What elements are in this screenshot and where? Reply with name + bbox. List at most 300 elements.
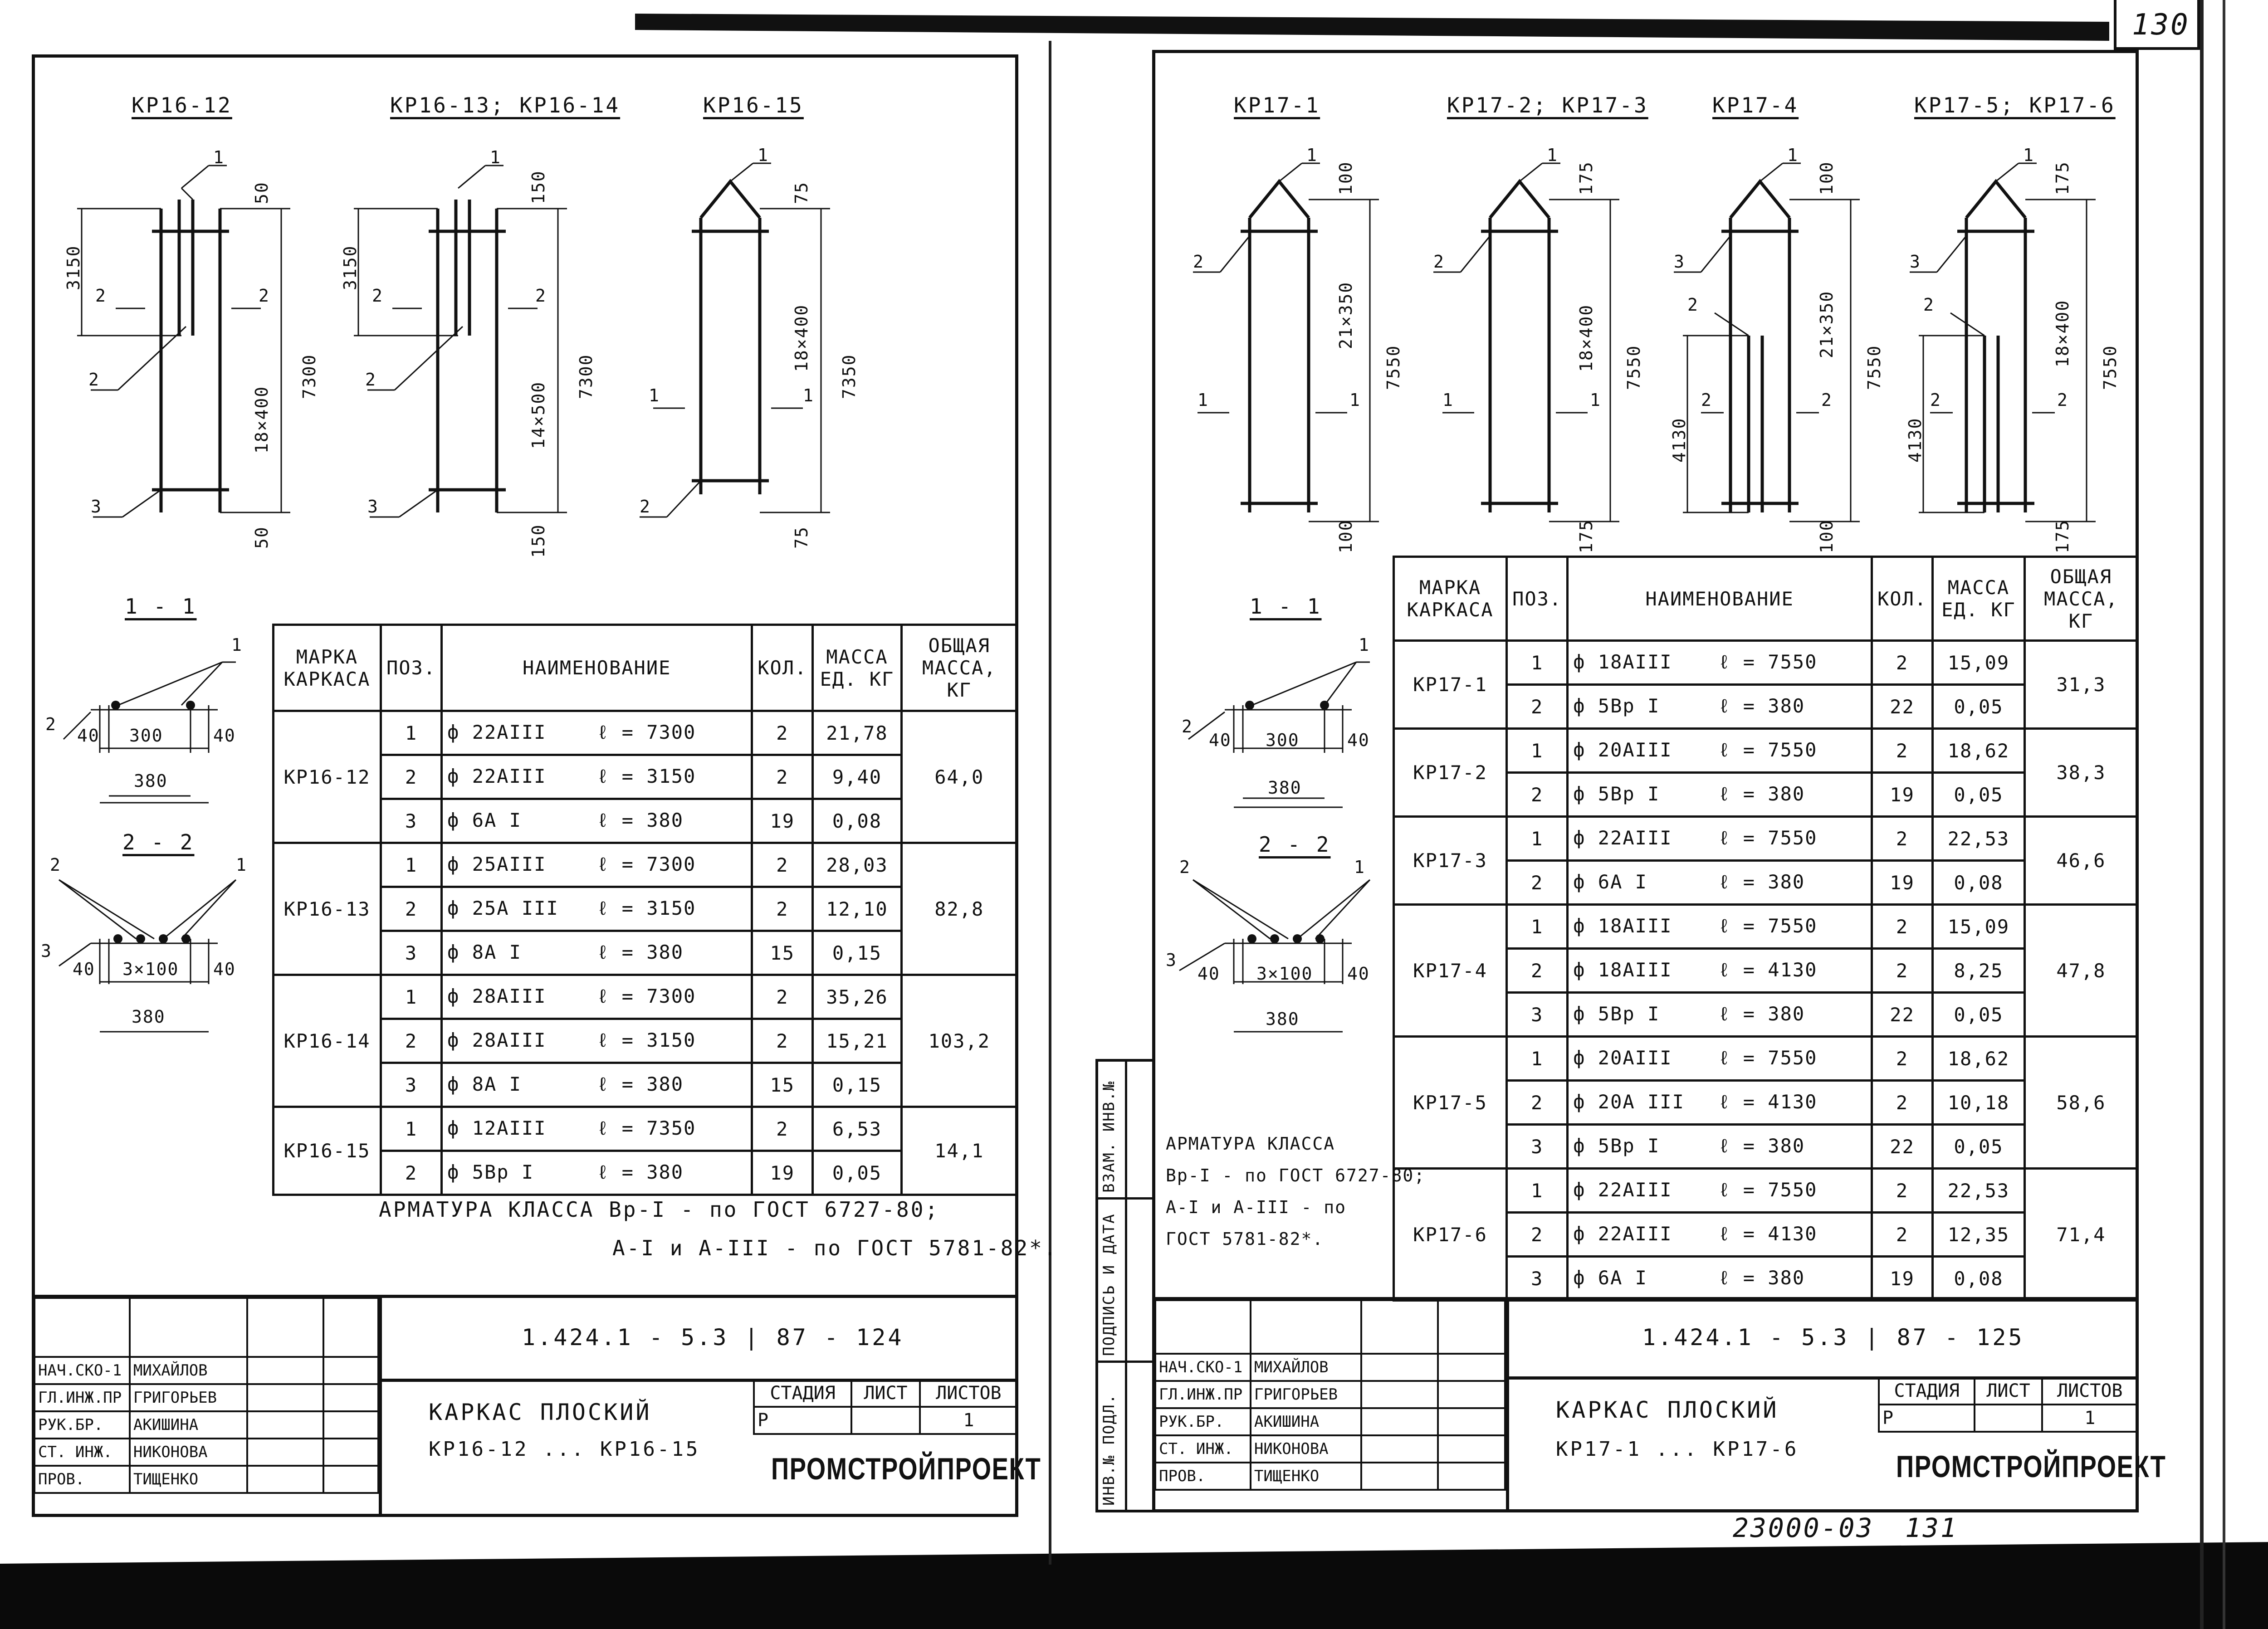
row-name — [1568, 641, 1872, 685]
row-rebar: ф 5Вр I — [1573, 1003, 1660, 1025]
row-length: ℓ = 4130 — [1718, 1223, 1818, 1245]
row-pos: 1 — [1507, 905, 1568, 949]
row-name — [442, 755, 752, 799]
left-sec2-d3x100: 3×100 — [122, 959, 179, 979]
r-sec2-d40b: 40 — [1347, 964, 1370, 984]
row-mass: 15,09 — [1933, 641, 2025, 685]
row-qty: 2 — [1872, 817, 1933, 861]
r-section-mark-2a: 2 — [1701, 390, 1712, 410]
row-name — [442, 975, 752, 1019]
row-rebar: ф 5Вр I — [447, 1161, 534, 1183]
left-spec-table — [272, 624, 1018, 1196]
row-pos: 1 — [1507, 729, 1568, 773]
row-length: ℓ = 4130 — [1718, 959, 1818, 981]
row-mass: 0,05 — [1933, 993, 2025, 1037]
row-qty: 2 — [752, 975, 813, 1019]
right-title-kr17-4: КР17-4 — [1712, 93, 1799, 117]
right-side-stamp-rule-2 — [1095, 1361, 1154, 1363]
row-length: ℓ = 3150 — [597, 897, 696, 919]
left-staff-role: НАЧ.СКО-1 — [34, 1357, 130, 1384]
left-sec2-d380: 380 — [132, 1007, 166, 1027]
stage-header: СТАДИЯ — [1879, 1377, 1975, 1405]
stage-value: Р — [754, 1407, 851, 1434]
dim-150-top: 150 — [528, 170, 548, 204]
left-mark: КР16-14 — [274, 975, 381, 1107]
row-qty: 15 — [752, 1063, 813, 1107]
r-sec1-d40a: 40 — [1209, 730, 1232, 750]
row-name — [442, 887, 752, 931]
right-staff-name: МИХАЙЛОВ — [1251, 1354, 1361, 1381]
scan-shadow-top — [635, 14, 2109, 41]
left-sec1-d40a: 40 — [77, 726, 100, 746]
row-rebar: ф 12АIII — [447, 1117, 547, 1139]
table-row — [274, 1107, 1017, 1151]
right-staff-role: СТ. ИНЖ. — [1155, 1435, 1251, 1463]
r-dim-175-top-b: 175 — [1576, 161, 1596, 195]
left-stage-table — [753, 1379, 1018, 1435]
scan-edge-right — [2200, 0, 2204, 1629]
r-dim-175-bot-d: 175 — [2053, 519, 2072, 553]
row-mass: 0,08 — [1933, 1257, 2025, 1301]
row-qty: 15 — [752, 931, 813, 975]
row-qty: 2 — [752, 755, 813, 799]
right-staff-role: ГЛ.ИНЖ.ПР — [1155, 1381, 1251, 1408]
row-rebar: ф 22АIII — [447, 765, 547, 787]
row-length: ℓ = 7300 — [597, 853, 696, 875]
left-total: 82,8 — [901, 843, 1017, 975]
row-mass: 0,05 — [1933, 773, 2025, 817]
signature — [1361, 1408, 1437, 1435]
left-tb-title1: КАРКАС ПЛОСКИЙ — [429, 1399, 652, 1425]
row-length: ℓ = 7550 — [1718, 651, 1818, 673]
row-mass: 12,10 — [813, 887, 901, 931]
right-note-line2: Вр-I - по ГОСТ 6727-80; — [1166, 1166, 1426, 1185]
row-length: ℓ = 380 — [597, 1073, 684, 1095]
left-th-total: ОБЩАЯ МАССА, КГ — [901, 625, 1017, 711]
row-qty: 2 — [1872, 905, 1933, 949]
row-mass: 22,53 — [1933, 1169, 2025, 1213]
left-staff-name: МИХАЙЛОВ — [130, 1357, 247, 1384]
left-note-line2: А-I и А-III - по ГОСТ 5781-82*. — [612, 1236, 1058, 1260]
left-sec2-callout-1: 1 — [236, 855, 247, 875]
left-staff-role: СТ. ИНЖ. — [34, 1439, 130, 1466]
left-mark: КР16-13 — [274, 843, 381, 975]
row-name — [1568, 817, 1872, 861]
row-pos: 1 — [381, 843, 441, 887]
left-section-mark-2b: 2 — [259, 286, 270, 306]
row-pos: 2 — [1507, 1213, 1568, 1257]
row-name — [1568, 861, 1872, 905]
dim-7300-b: 7300 — [576, 354, 596, 399]
r-dim-7550-d: 7550 — [2100, 345, 2120, 390]
row-mass: 0,05 — [813, 1151, 901, 1195]
row-rebar: ф 20АIII — [1573, 1047, 1672, 1069]
dim-150-bottom: 150 — [528, 524, 548, 558]
row-length: ℓ = 3150 — [597, 765, 696, 787]
right-section-2-2-title: 2 - 2 — [1259, 832, 1331, 857]
row-pos: 3 — [1507, 1257, 1568, 1301]
right-total: 47,8 — [2024, 905, 2137, 1037]
row-qty: 2 — [1872, 1081, 1933, 1125]
left-title-kr16-13-14: КР16-13; КР16-14 — [390, 93, 621, 117]
sheets-header: ЛИСТОВ — [920, 1380, 1017, 1407]
table-row — [274, 711, 1017, 755]
row-mass: 0,08 — [813, 799, 901, 843]
row-mass: 22,53 — [1933, 817, 2025, 861]
row-name — [1568, 1081, 1872, 1125]
row-pos: 2 — [1507, 773, 1568, 817]
signature — [1361, 1381, 1437, 1408]
row-length: ℓ = 7550 — [1718, 827, 1818, 849]
row-pos: 2 — [381, 1151, 441, 1195]
row-qty: 22 — [1872, 1125, 1933, 1169]
row-name — [1568, 1125, 1872, 1169]
left-th-qty: КОЛ. — [752, 625, 813, 711]
r-sec2-d3x100: 3×100 — [1256, 964, 1313, 984]
row-rebar: ф 25АIII — [447, 853, 547, 875]
row-name — [1568, 773, 1872, 817]
row-length: ℓ = 380 — [1718, 1267, 1805, 1289]
left-staff-name: ГРИГОРЬЕВ — [130, 1384, 247, 1411]
right-section-1-1-title: 1 - 1 — [1250, 594, 1322, 619]
right-th-pos: ПОЗ. — [1507, 557, 1568, 641]
row-length: ℓ = 380 — [1718, 1003, 1805, 1025]
right-title-kr17-5-6: КР17-5; КР17-6 — [1914, 93, 2116, 117]
row-mass: 6,53 — [813, 1107, 901, 1151]
r-sec1-d40b: 40 — [1347, 730, 1370, 750]
r-callout-1-b: 1 — [1547, 145, 1558, 165]
r-dim-175-bot-b: 175 — [1576, 519, 1596, 553]
row-pos: 1 — [381, 975, 441, 1019]
left-org-name: ПРОМСТРОЙПРОЕКТ — [771, 1452, 1041, 1486]
row-rebar: ф 18АIII — [1573, 915, 1672, 937]
row-name — [1568, 1169, 1872, 1213]
row-rebar: ф 28АIII — [447, 985, 547, 1007]
right-mark: КР17-1 — [1394, 641, 1507, 729]
left-sec1-d380: 380 — [134, 771, 168, 791]
row-mass: 21,78 — [813, 711, 901, 755]
row-length: ℓ = 380 — [597, 1161, 684, 1183]
row-name — [1568, 949, 1872, 993]
row-name — [1568, 993, 1872, 1037]
signature — [247, 1466, 323, 1493]
r-dim-4130-d: 4130 — [1905, 417, 1925, 463]
signature — [1361, 1463, 1437, 1490]
row-length: ℓ = 380 — [597, 941, 684, 963]
r-dim-100-top-a: 100 — [1336, 161, 1356, 195]
right-tb-code: 1.424.1 - 5.3 | 87 - 125 — [1642, 1324, 2024, 1351]
right-note-line1: АРМАТУРА КЛАССА — [1166, 1134, 1335, 1154]
right-total: 38,3 — [2024, 729, 2137, 817]
row-length: ℓ = 7550 — [1718, 739, 1818, 761]
row-pos: 3 — [381, 799, 441, 843]
right-th-name: НАИМЕНОВАНИЕ — [1568, 557, 1872, 641]
right-org-name: ПРОМСТРОЙПРОЕКТ — [1896, 1449, 2166, 1484]
r-dim-100-top-c: 100 — [1817, 161, 1837, 195]
row-mass: 18,62 — [1933, 729, 2025, 773]
dim-75-bottom: 75 — [792, 526, 811, 549]
r-sec2-callout-1: 1 — [1354, 857, 1365, 877]
row-length: ℓ = 4130 — [1718, 1091, 1818, 1113]
left-sec2-callout-3: 3 — [41, 941, 52, 961]
row-length: ℓ = 380 — [1718, 695, 1805, 717]
right-staff-name: ТИЩЕНКО — [1251, 1463, 1361, 1490]
row-rebar: ф 6А I — [1573, 871, 1647, 893]
right-tb-title1: КАРКАС ПЛОСКИЙ — [1556, 1397, 1779, 1423]
table-row — [1394, 641, 2138, 685]
row-name — [442, 1107, 752, 1151]
r-dim-100-bot-a: 100 — [1336, 519, 1356, 553]
stage-header: СТАДИЯ — [754, 1380, 851, 1407]
bottom-code: 23000-03 — [1733, 1512, 1874, 1543]
left-sec1-d40b: 40 — [213, 726, 236, 746]
row-qty: 2 — [752, 887, 813, 931]
left-tb-title2: КР16-12 ... КР16-15 — [429, 1438, 700, 1461]
row-qty: 2 — [752, 843, 813, 887]
dim-18x400-b: 18×400 — [792, 304, 811, 372]
right-mark: КР17-5 — [1394, 1037, 1507, 1169]
right-mark: КР17-6 — [1394, 1169, 1507, 1301]
row-name — [1568, 905, 1872, 949]
r-section-mark-2b: 2 — [1821, 390, 1833, 410]
scan-shadow-bottom — [0, 1542, 2268, 1629]
r-sec2-d40a: 40 — [1198, 964, 1220, 984]
row-mass: 9,40 — [813, 755, 901, 799]
r-sec2-callout-3: 3 — [1166, 950, 1177, 970]
row-name — [1568, 1257, 1872, 1301]
left-mark: КР16-15 — [274, 1107, 381, 1195]
row-name — [442, 931, 752, 975]
table-row — [274, 843, 1017, 887]
right-side-stamp-rule-1 — [1095, 1197, 1154, 1200]
row-qty: 2 — [1872, 1213, 1933, 1257]
left-sec2-d40a: 40 — [73, 959, 95, 979]
row-rebar: ф 6А I — [447, 809, 522, 831]
row-name — [442, 1151, 752, 1195]
row-qty: 2 — [1872, 1169, 1933, 1213]
right-mark: КР17-2 — [1394, 729, 1507, 817]
row-mass: 35,26 — [813, 975, 901, 1019]
left-sec2-callout-2: 2 — [50, 855, 61, 875]
row-qty: 2 — [752, 1107, 813, 1151]
r-dim-18x400-b: 18×400 — [1576, 304, 1596, 372]
row-mass: 15,09 — [1933, 905, 2025, 949]
row-qty: 2 — [1872, 641, 1933, 685]
right-tb-title2: КР17-1 ... КР17-6 — [1556, 1438, 1799, 1461]
row-length: ℓ = 7350 — [597, 1117, 696, 1139]
signature — [1361, 1435, 1437, 1463]
left-callout-1-c: 1 — [758, 145, 769, 165]
signature — [247, 1357, 323, 1384]
row-name — [1568, 685, 1872, 729]
row-length: ℓ = 380 — [1718, 783, 1805, 805]
right-th-total: ОБЩАЯ МАССА, КГ — [2024, 557, 2137, 641]
dim-50-top: 50 — [252, 181, 272, 204]
row-qty: 19 — [1872, 861, 1933, 905]
left-sec1-callout-2: 2 — [45, 714, 57, 734]
left-sec1-callout-1: 1 — [231, 635, 243, 655]
side-stamp-signature: ПОДПИСЬ И ДАТА — [1100, 1213, 1118, 1356]
signature — [247, 1411, 323, 1439]
row-length: ℓ = 7550 — [1718, 1179, 1818, 1201]
left-callout-1-a: 1 — [213, 147, 225, 167]
corner-page-number: 130 — [2132, 8, 2190, 42]
right-staff-role: РУК.БР. — [1155, 1408, 1251, 1435]
left-th-name: НАИМЕНОВАНИЕ — [442, 625, 752, 711]
left-tb-code: 1.424.1 - 5.3 | 87 - 124 — [522, 1324, 904, 1351]
sheets-value: 1 — [920, 1407, 1017, 1434]
row-rebar: ф 22АIII — [1573, 827, 1672, 849]
signature — [247, 1384, 323, 1411]
right-total: 71,4 — [2024, 1169, 2137, 1301]
row-rebar: ф 25А III — [447, 897, 559, 919]
row-rebar: ф 8А I — [447, 941, 522, 963]
row-pos: 2 — [1507, 861, 1568, 905]
r-sec1-d300: 300 — [1266, 730, 1300, 750]
row-qty: 2 — [1872, 949, 1933, 993]
dim-75-top: 75 — [792, 181, 811, 204]
left-callout-2-c: 2 — [640, 497, 651, 517]
row-rebar: ф 18АIII — [1573, 651, 1672, 673]
row-length: ℓ = 380 — [597, 809, 684, 831]
left-callout-2-a: 2 — [88, 370, 100, 390]
r-callout-1-d: 1 — [2023, 145, 2034, 165]
right-title-kr17-2-3: КР17-2; КР17-3 — [1447, 93, 1648, 117]
table-row — [1394, 1037, 2138, 1081]
row-qty: 19 — [1872, 1257, 1933, 1301]
row-pos: 2 — [1507, 949, 1568, 993]
row-name — [1568, 729, 1872, 773]
row-mass: 10,18 — [1933, 1081, 2025, 1125]
left-note-line1: АРМАТУРА КЛАССА Вр-I - по ГОСТ 6727-80; — [379, 1197, 940, 1222]
row-pos: 3 — [381, 931, 441, 975]
right-total: 31,3 — [2024, 641, 2137, 729]
r-section-mark-1b: 1 — [1349, 390, 1361, 410]
row-rebar: ф 22АIII — [1573, 1223, 1672, 1245]
right-th-qty: КОЛ. — [1872, 557, 1933, 641]
right-total: 46,6 — [2024, 817, 2137, 905]
left-total: 103,2 — [901, 975, 1017, 1107]
row-rebar: ф 5Вр I — [1573, 695, 1660, 717]
row-qty: 2 — [1872, 1037, 1933, 1081]
row-name — [442, 1063, 752, 1107]
r-callout-2-d: 2 — [1923, 295, 1935, 315]
left-section-1-1-title: 1 - 1 — [125, 594, 197, 619]
r-dim-4130-c: 4130 — [1669, 417, 1689, 463]
row-qty: 2 — [752, 1019, 813, 1063]
dim-7300-a: 7300 — [299, 354, 319, 399]
right-side-stamp-divider — [1125, 1059, 1127, 1512]
right-title-kr17-1: КР17-1 — [1234, 93, 1320, 117]
left-th-pos: ПОЗ. — [381, 625, 441, 711]
left-th-mass: МАССА ЕД. КГ — [813, 625, 901, 711]
left-staff-name: ТИЩЕНКО — [130, 1466, 247, 1493]
row-name — [1568, 1037, 1872, 1081]
row-name — [1568, 1213, 1872, 1257]
scan-fold-line — [1049, 41, 1051, 1565]
right-staff-table — [1154, 1299, 1506, 1491]
r-section-mark-1d: 1 — [1590, 390, 1601, 410]
dim-18x400-a: 18×400 — [252, 385, 272, 454]
right-note-line3: А-I и А-III - по — [1166, 1197, 1347, 1217]
left-callout-1-b: 1 — [490, 147, 501, 167]
left-section-2-2-title: 2 - 2 — [122, 830, 195, 854]
left-th-mark: МАРКА КАРКАСА — [274, 625, 381, 711]
row-rebar: ф 5Вр I — [1573, 783, 1660, 805]
row-pos: 3 — [381, 1063, 441, 1107]
row-rebar: ф 20А III — [1573, 1091, 1685, 1113]
row-qty: 19 — [752, 799, 813, 843]
left-callout-3-a: 3 — [91, 497, 102, 517]
row-pos: 2 — [1507, 1081, 1568, 1125]
row-pos: 3 — [1507, 993, 1568, 1037]
bottom-page-number: 131 — [1905, 1512, 1958, 1543]
left-section-mark-2c: 2 — [372, 286, 383, 306]
row-qty: 2 — [752, 711, 813, 755]
r-sec2-d380: 380 — [1266, 1009, 1300, 1029]
left-callout-3-b: 3 — [367, 497, 379, 517]
signature — [247, 1439, 323, 1466]
row-length: ℓ = 7550 — [1718, 915, 1818, 937]
dim-3150-b: 3150 — [340, 245, 360, 290]
left-section-mark-1a: 1 — [649, 385, 660, 405]
row-length: ℓ = 3150 — [597, 1029, 696, 1051]
row-mass: 0,15 — [813, 931, 901, 975]
left-section-mark-2a: 2 — [95, 286, 107, 306]
sheet-header: ЛИСТ — [851, 1380, 920, 1407]
r-callout-3-c: 3 — [1674, 252, 1685, 272]
row-rebar: ф 5Вр I — [1573, 1135, 1660, 1157]
dim-14x500: 14×500 — [528, 381, 548, 449]
right-staff-role: НАЧ.СКО-1 — [1155, 1354, 1251, 1381]
left-sec2-d40b: 40 — [213, 959, 236, 979]
row-mass: 8,25 — [1933, 949, 2025, 993]
left-section-mark-1b: 1 — [803, 385, 814, 405]
r-sec2-callout-2: 2 — [1179, 857, 1191, 877]
row-mass: 18,62 — [1933, 1037, 2025, 1081]
right-staff-name: ГРИГОРЬЕВ — [1251, 1381, 1361, 1408]
left-staff-name: НИКОНОВА — [130, 1439, 247, 1466]
table-row — [1394, 817, 2138, 861]
left-section-mark-2d: 2 — [535, 286, 547, 306]
left-staff-role: ГЛ.ИНЖ.ПР — [34, 1384, 130, 1411]
sheets-header: ЛИСТОВ — [2042, 1377, 2138, 1405]
r-section-mark-2c: 2 — [1930, 390, 1941, 410]
row-rebar: ф 20АIII — [1573, 739, 1672, 761]
sheet-header: ЛИСТ — [1975, 1377, 2042, 1405]
left-staff-role: ПРОВ. — [34, 1466, 130, 1493]
left-title-kr16-12: КР16-12 — [132, 93, 232, 117]
row-rebar: ф 6А I — [1573, 1267, 1647, 1289]
row-name — [442, 799, 752, 843]
row-name — [442, 1019, 752, 1063]
left-title-kr16-15: КР16-15 — [703, 93, 804, 117]
right-th-mark: МАРКА КАРКАСА — [1394, 557, 1507, 641]
right-note-line4: ГОСТ 5781-82*. — [1166, 1229, 1324, 1249]
left-sec1-d300: 300 — [129, 726, 163, 746]
r-dim-7550-a: 7550 — [1383, 345, 1403, 390]
stage-value: Р — [1879, 1405, 1975, 1432]
r-callout-2-c: 2 — [1687, 295, 1699, 315]
right-stage-table — [1878, 1376, 2139, 1433]
row-rebar: ф 22АIII — [1573, 1179, 1672, 1201]
row-name — [442, 843, 752, 887]
r-dim-21x350-c: 21×350 — [1817, 290, 1837, 358]
dim-3150-a: 3150 — [64, 245, 83, 290]
dim-50-bottom: 50 — [252, 526, 272, 549]
row-mass: 0,15 — [813, 1063, 901, 1107]
r-callout-3-d: 3 — [1910, 252, 1921, 272]
